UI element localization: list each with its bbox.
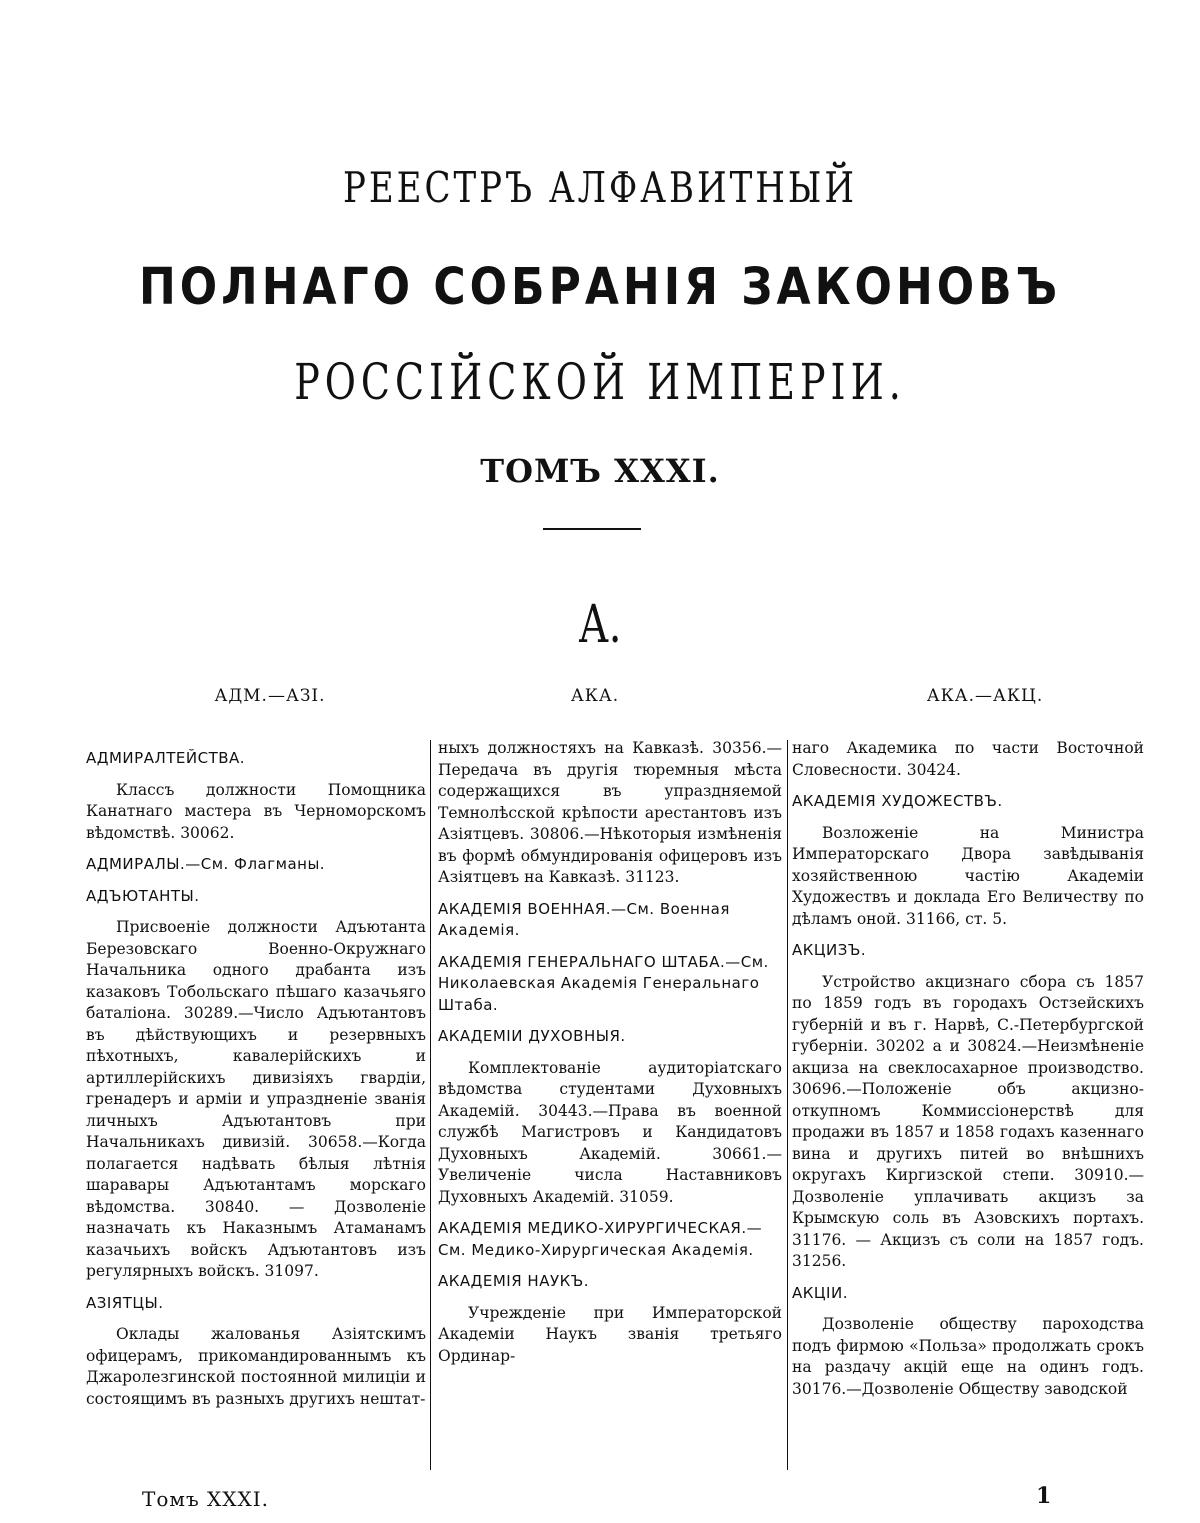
entry-heading: АКАДЕМІЯ НАУКЪ. bbox=[438, 1272, 590, 1290]
entry-heading: АКАДЕМІЯ ВОЕННАЯ.—См. Военная Академія. bbox=[438, 899, 730, 939]
title-line-1: РЕЕСТРЪ АЛФАВИТНЫЙ bbox=[342, 163, 858, 213]
entry-text: Дозволеніе обществу пароходства подъ фирмою «Польза» продолжать срокъ на раздачу акцій еще на одинъ годъ. 30176.—Дозволеніе Обществу заводской bbox=[792, 1315, 1144, 1398]
middle-column-head: АКА. bbox=[570, 686, 620, 706]
entry-text: Классъ должности Помощника Канатнаго мастера въ Черноморскомъ вѣдомствѣ. 30062. bbox=[86, 780, 426, 842]
entry-text: наго Академика по части Восточной Словесности. 30424. bbox=[792, 739, 1144, 779]
entry-text: Присвоеніе должности Адъютанта Березовскаго Военно-Окружнаго Начальника одного драбанта изъ казаковъ Тобольскаго пѣшаго казачьяго баталіона. 30289.—Число Адъютантовъ въ дѣйствующихъ и резервныхъ пѣхотныхъ, кавалерійскихъ и артиллерійскихъ дивизіяхъ гвардіи, гренадеръ и арміи и упраздненіе званія личныхъ Адъютантовъ при Начальникахъ дивизій. 30658.—Когда полагается надѣвать бѣлыя лѣтнія шаравары Адъютантамъ морскаго вѣдомства. 30840. — Дозволеніе назначать къ Наказнымъ Атаманамъ казачьихъ войскъ Адъютантовъ изъ регулярныхъ войскъ. 31097. bbox=[86, 918, 426, 1280]
entry-text: Комплектованіе аудиторіатскаго вѣдомства студентами Духовныхъ Академій. 30443.—Права въ военной службѣ Магистровъ и Кандидатовъ Духовныхъ Академій. 30661.—Увеличеніе числа Наставниковъ Духовныхъ Академій. 31059. bbox=[438, 1058, 782, 1206]
entry-text: Устройство акцизнаго сбора съ 1857 по 1859 годъ въ городахъ Остзейскихъ губерній и въ г. Нарвѣ, С.-Петербургской губерніи. 30202 а и 30824.—Неизмѣненіе акциза на свеклосахарное производство. 30696.—Положеніе объ акцизно-откупномъ Коммиссіонерствѣ для продажи въ 1857 и 1858 годахъ казеннаго вина и другихъ питей во внѣшнихъ округахъ Киргизской степи. 30910.—Дозволеніе уплачивать акцизъ за Крымскую соль въ Азовскихъ портахъ. 31176. — Акцизъ съ соли на 1857 годъ. 31256. bbox=[792, 972, 1144, 1270]
footer-volume-label: Томъ XXXI. bbox=[142, 1487, 269, 1511]
entry-text: Учрежденіе при Императорской Академіи Наукъ званія третьяго Ординар- bbox=[438, 1303, 782, 1365]
entry-heading: АКЦИЗЪ. bbox=[792, 941, 867, 959]
entry-text: Оклады жалованья Азіятскимъ офицерамъ, прикомандированнымъ къ Джаролезгинской постоянной милиціи и состоящимъ въ разныхъ другихъ нештат- bbox=[86, 1325, 426, 1408]
entry-heading: АКАДЕМІИ ДУХОВНЫЯ. bbox=[438, 1027, 626, 1045]
section-letter: А. bbox=[578, 595, 622, 655]
left-column-head: АДМ.—АЗІ. bbox=[214, 686, 326, 706]
right-column bbox=[792, 738, 1144, 1410]
page-number: 1 bbox=[1036, 1483, 1052, 1509]
entry-heading: АЗІЯТЦЫ. bbox=[86, 1293, 164, 1312]
volume-title: ТОМЪ XXXI. bbox=[480, 452, 720, 490]
column-divider-right bbox=[787, 740, 788, 1470]
title-line-3: РОССІЙСКОЙ ИМПЕРІИ. bbox=[294, 353, 906, 411]
entry-heading: АКАДЕМІЯ МЕДИКО-ХИРУРГИЧЕСКАЯ.—См. Медико-Хирургическая Академія. bbox=[438, 1219, 763, 1259]
entry-text: Возложеніе на Министра Императорскаго Двора завѣдыванія хозяйственною частію Академіи Художествъ и доклада Его Величеству по дѣламъ оной. 31166, ст. 5. bbox=[792, 823, 1144, 928]
title-line-2: ПОЛНАГО СОБРАНІЯ ЗАКОНОВЪ bbox=[138, 258, 1062, 317]
entry-text: ныхъ должностяхъ на Кавказѣ. 30356.—Передача въ другія тюремныя мѣста содержащихся въ упраздняемой Темнолѣсской крѣпости арестантовъ изъ Азіятцевъ. 30806.—Нѣкоторыя измѣненія въ формѣ обмундированія офицеровъ изъ Азіятцевъ на Кавказѣ. 31123. bbox=[438, 739, 782, 886]
entry-heading: АКАДЕМІЯ ХУДОЖЕСТВЪ. bbox=[792, 792, 1003, 810]
header-divider bbox=[543, 528, 641, 530]
entry-heading: АДМИРАЛТЕЙСТВА. bbox=[86, 749, 246, 767]
entry-heading: АДЪЮТАНТЫ. bbox=[86, 886, 200, 905]
entry-heading: АКЦІИ. bbox=[792, 1283, 848, 1302]
left-column bbox=[86, 738, 426, 1420]
entry-heading: АДМИРАЛЫ.—См. Флагманы. bbox=[86, 855, 326, 873]
entry-heading: АКАДЕМІЯ ГЕНЕРАЛЬНАГО ШТАБА.—См. Николаевская Академія Генеральнаго Штаба. bbox=[438, 952, 769, 1014]
right-column-head: АКА.—АКЦ. bbox=[926, 686, 1044, 706]
middle-column bbox=[438, 738, 782, 1377]
column-divider-left bbox=[430, 740, 431, 1470]
